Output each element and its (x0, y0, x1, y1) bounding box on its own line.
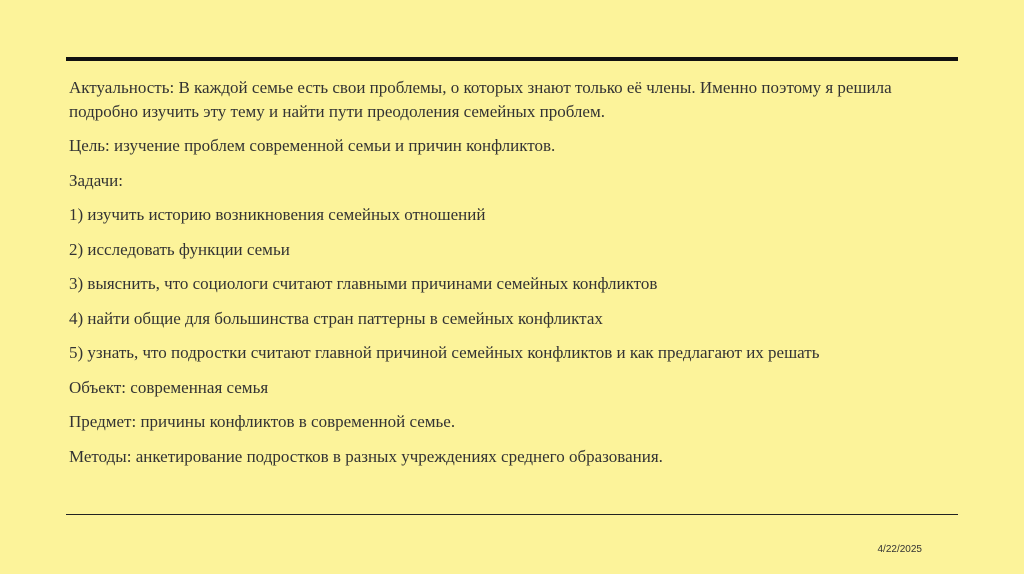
task-item-2: 2) исследовать функции семьи (69, 239, 290, 259)
top-divider-line (66, 57, 958, 61)
bottom-divider-line (66, 514, 958, 515)
tasks-heading: Задачи: (69, 170, 123, 190)
task-item-5: 5) узнать, что подростки считают главной причиной семейных конфликтов и как предлагают их решать (69, 343, 820, 362)
task-item-4: 4) найти общие для большинства стран паттерны в семейных конфликтах (69, 308, 603, 328)
goal-paragraph: Цель: изучение проблем современной семьи и причин конфликтов. (69, 136, 556, 155)
task-item-1: 1) изучить историю возникновения семейных отношений (69, 205, 486, 224)
slide-date: 4/22/2025 (877, 544, 922, 555)
slide-body (69, 76, 949, 479)
relevance-paragraph: Актуальность: В каждой семье есть свои проблемы, о которых знают только её члены. Именно поэтому я решила подробно изучить эту тему и найти пути преодоления семейных проблем. (69, 78, 892, 121)
methods-paragraph: Методы: анкетирование подростков в разных учреждениях среднего образования. (69, 446, 663, 466)
task-item-3: 3) выяснить, что социологи считают главными причинами семейных конфликтов (69, 274, 658, 293)
object-paragraph: Объект: современная семья (69, 377, 269, 397)
subject-paragraph: Предмет: причины конфликтов в современной семье. (69, 412, 456, 431)
